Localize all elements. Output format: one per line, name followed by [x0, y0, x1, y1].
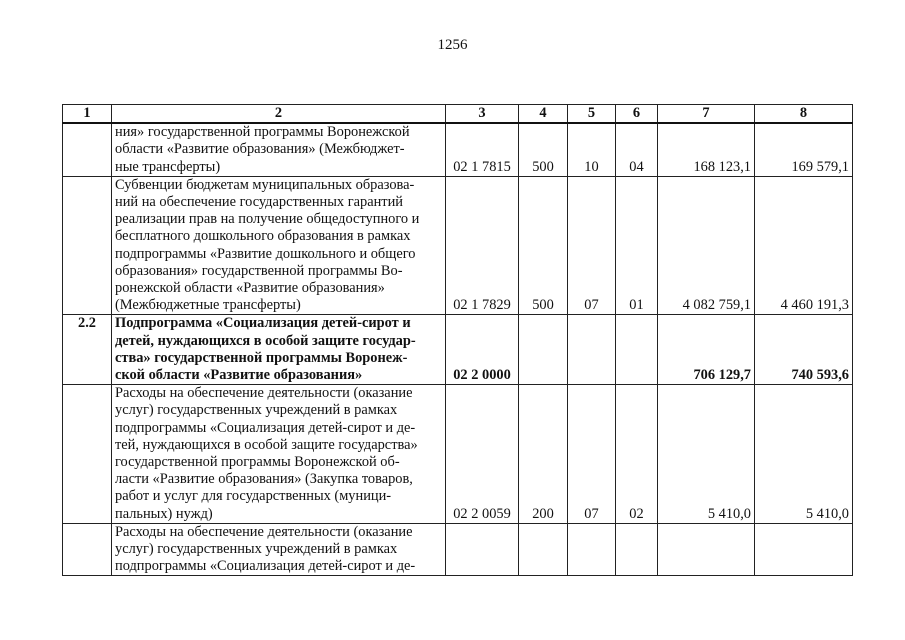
row-description: Подпрограмма «Социализация детей-сирот и детей, нуждающихся в особой защите государ- ства» государственной программы Воронеж- ской области «Развитие образования»: [112, 315, 446, 385]
target-code: 02 1 7829: [446, 176, 519, 315]
row-number: 2.2: [63, 315, 112, 385]
table-header-row: [63, 105, 853, 124]
target-code: [446, 523, 519, 576]
target-code: 02 2 0059: [446, 385, 519, 524]
column-header: 6: [616, 105, 658, 124]
row-number: [63, 176, 112, 315]
expense-type: 200: [519, 385, 568, 524]
amount-year-2: 5 410,0: [755, 385, 853, 524]
amount-year-2: 169 579,1: [755, 123, 853, 176]
section-code: [568, 315, 616, 385]
table-row-subprogram: [63, 315, 853, 385]
subsection-code: 01: [616, 176, 658, 315]
subsection-code: 04: [616, 123, 658, 176]
budget-table: [62, 104, 853, 576]
subsection-code: [616, 315, 658, 385]
section-code: 07: [568, 385, 616, 524]
expense-type: 500: [519, 176, 568, 315]
expense-type: [519, 523, 568, 576]
amount-year-1: 4 082 759,1: [658, 176, 755, 315]
table-row: [63, 385, 853, 524]
amount-year-1: 706 129,7: [658, 315, 755, 385]
row-description: ния» государственной программы Воронежской области «Развитие образования» (Межбюджет- ные трансферты): [112, 123, 446, 176]
section-code: 10: [568, 123, 616, 176]
table-row: [63, 176, 853, 315]
amount-year-1: [658, 523, 755, 576]
target-code: 02 1 7815: [446, 123, 519, 176]
subsection-code: 02: [616, 385, 658, 524]
amount-year-2: 4 460 191,3: [755, 176, 853, 315]
section-code: [568, 523, 616, 576]
column-header: 7: [658, 105, 755, 124]
row-description: Субвенции бюджетам муниципальных образова- ний на обеспечение государственных гарантий реализации прав на получение общедоступного и бесплатного дошкольного образования в рамках подпрограммы «Развитие дошкольного и общего образования» государственной программы Во- ронежской области «Развитие образования» (Межбюджетные трансферты): [112, 176, 446, 315]
table-row: [63, 523, 853, 576]
column-header: 8: [755, 105, 853, 124]
row-number: [63, 123, 112, 176]
column-header: 3: [446, 105, 519, 124]
expense-type: 500: [519, 123, 568, 176]
amount-year-1: 5 410,0: [658, 385, 755, 524]
row-description: Расходы на обеспечение деятельности (оказание услуг) государственных учреждений в рамках подпрограммы «Социализация детей-сирот и де- тей, нуждающихся в особой защите государства» государственной программы Воронежской об- ласти «Развитие образования» (Закупка товаров, работ и услуг для государственных (муници- пальных) нужд): [112, 385, 446, 524]
page-number: 1256: [437, 37, 468, 53]
amount-year-2: [755, 523, 853, 576]
table-row: [63, 123, 853, 176]
target-code: 02 2 0000: [446, 315, 519, 385]
amount-year-2: 740 593,6: [755, 315, 853, 385]
section-code: 07: [568, 176, 616, 315]
row-number: [63, 523, 112, 576]
column-header: 4: [519, 105, 568, 124]
expense-type: [519, 315, 568, 385]
column-header: 5: [568, 105, 616, 124]
subsection-code: [616, 523, 658, 576]
column-header: 1: [63, 105, 112, 124]
column-header: 2: [112, 105, 446, 124]
row-description: Расходы на обеспечение деятельности (оказание услуг) государственных учреждений в рамках подпрограммы «Социализация детей-сирот и де-: [112, 523, 446, 576]
amount-year-1: 168 123,1: [658, 123, 755, 176]
row-number: [63, 385, 112, 524]
